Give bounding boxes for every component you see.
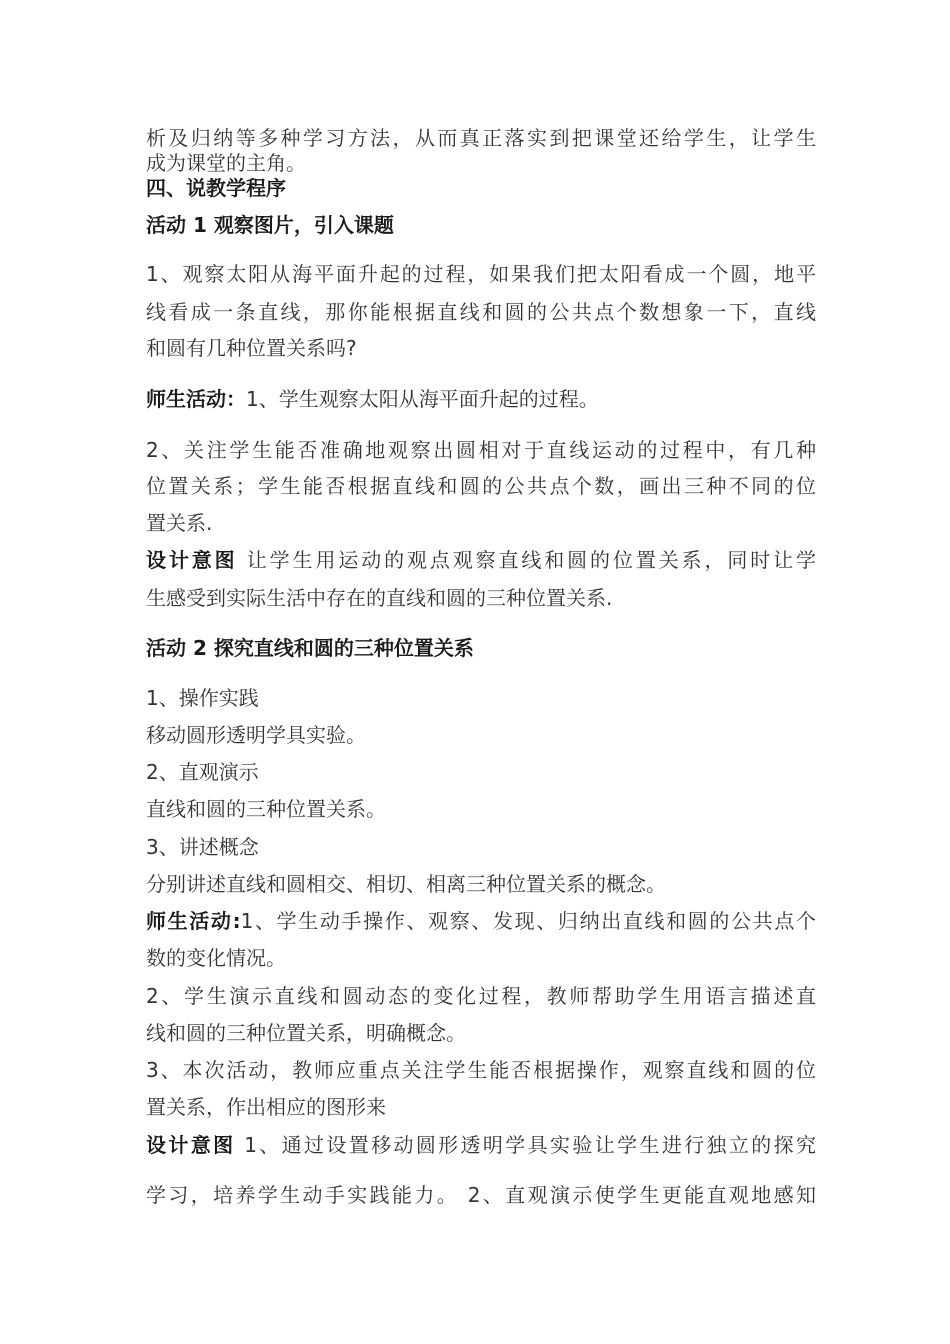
activity-1-question-line: 和圆有几种位置关系吗? (146, 336, 357, 360)
activity-2-paragraph-line: 置关系，作出相应的图形来 (146, 1095, 386, 1119)
activity-2-step-text: 移动圆形透明学具实验。 (146, 723, 366, 747)
intro-text-line: 析及归纳等多种学习方法，从而真正落实到把课堂还给学生，让学生 (146, 126, 816, 150)
activity-2-step-text: 直线和圆的三种位置关系。 (146, 797, 386, 821)
teacher-student-label: 师生活动: (146, 909, 241, 933)
design-intent-label: 设计意图 (146, 1133, 236, 1157)
design-intent-label: 设计意图 (146, 548, 238, 572)
activity-2-design-intent (146, 1133, 816, 1157)
activity-1-paragraph-line: 2、关注学生能否准确地观察出圆相对于直线运动的过程中，有几种 (146, 438, 816, 462)
activity-1-question-line: 线看成一条直线，那你能根据直线和圆的公共点个数想象一下，直线 (146, 300, 816, 324)
teacher-student-text: 1、学生观察太阳从海平面升起的过程。 (246, 387, 599, 411)
activity-1-question-line: 1、观察太阳从海平面升起的过程，如果我们把太阳看成一个圆，地平 (146, 262, 816, 286)
intro-text-line: 成为课堂的主角。 (146, 151, 306, 175)
teacher-student-text: 1、学生动手操作、观察、发现、归纳出直线和圆的公共点个 (240, 909, 816, 933)
activity-2-paragraph-line: 线和圆的三种位置关系，明确概念。 (146, 1021, 466, 1045)
activity-1-design-intent (146, 548, 816, 572)
activity-2-step: 3、讲述概念 (146, 835, 259, 859)
activity-2-teacher-student (146, 909, 816, 933)
design-intent-text: 1、通过设置移动圆形透明学具实验让学生进行独立的探究 (235, 1133, 817, 1157)
activity-2-teacher-student-line: 数的变化情况。 (146, 946, 286, 970)
activity-2-step-text: 分别讲述直线和圆相交、相切、相离三种位置关系的概念。 (146, 872, 666, 896)
design-intent-text: 让学生用运动的观点观察直线和圆的位置关系，同时让学 (237, 548, 817, 572)
activity-1-design-intent-line: 生感受到实际生活中存在的直线和圆的三种位置关系. (146, 586, 613, 610)
activity-2-paragraph-line: 3、本次活动，教师应重点关注学生能否根据操作，观察直线和圆的位 (146, 1058, 816, 1082)
activity-2-paragraph-line: 2、学生演示直线和圆动态的变化过程，教师帮助学生用语言描述直 (146, 984, 816, 1008)
activity-1-teacher-student (146, 387, 816, 411)
activity-2-step: 2、直观演示 (146, 760, 259, 784)
section-title: 四、说教学程序 (146, 176, 286, 200)
teacher-student-label: 师生活动： (146, 387, 246, 411)
activity-2-step: 1、操作实践 (146, 686, 259, 710)
activity-2-title: 活动 2 探究直线和圆的三种位置关系 (146, 636, 474, 660)
activity-1-paragraph-line: 位置关系；学生能否根据直线和圆的公共点个数，画出三种不同的位 (146, 474, 816, 498)
activity-1-title: 活动 1 观察图片，引入课题 (146, 213, 394, 237)
activity-1-paragraph-line: 置关系. (146, 511, 213, 535)
activity-2-design-intent-line: 学习，培养学生动手实践能力。 2、直观演示使学生更能直观地感知 (146, 1183, 816, 1207)
